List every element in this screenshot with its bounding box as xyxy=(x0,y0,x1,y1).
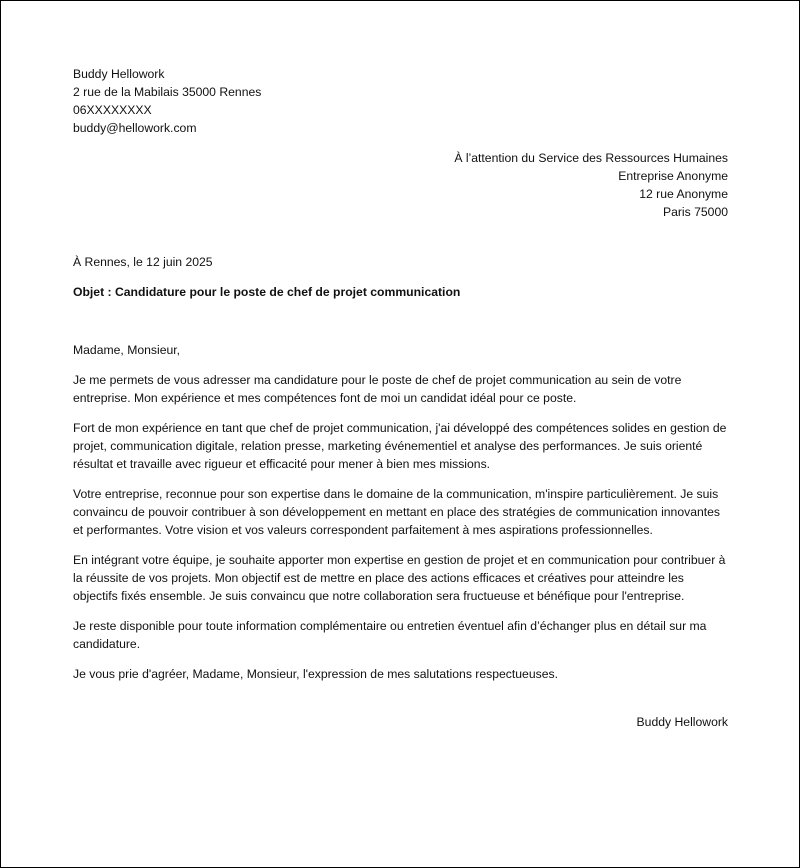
recipient-street: 12 rue Anonyme xyxy=(639,187,728,201)
letter-date: À Rennes, le 12 juin 2025 xyxy=(73,255,213,269)
cover-letter xyxy=(73,65,728,731)
paragraph-contribution: En intégrant votre équipe, je souhaite apporter mon expertise en gestion de projet et en communication pour contribuer à la réussite de vos projets. Mon objectif est de mettre en place des actions efficaces et créatives pour atteindre les objectifs fixés ensemble. Je suis convaincu que notre collaboration sera fructueuse et bénéfique pour l'entreprise. xyxy=(73,553,726,603)
recipient-city: Paris 75000 xyxy=(662,205,728,219)
paragraph-intro: Je me permets de vous adresser ma candidature pour le poste de chef de projet communication au sein de votre entreprise. Mon expérience et mes compétences font de moi un candidat idéal pour ce poste. xyxy=(73,373,682,405)
sender-block xyxy=(73,65,728,137)
paragraph-company: Votre entreprise, reconnue pour son expertise dans le domaine de la communication, m'inspire particulièrement. Je suis convaincu de pouvoir contribuer à son développement en mettant en place des stratégies de communication innovantes et performantes. Votre vision et vos valeurs correspondent parfaitement à mes aspirations professionnelles. xyxy=(73,487,721,537)
recipient-block xyxy=(73,149,728,221)
sender-address: 2 rue de la Mabilais 35000 Rennes xyxy=(73,85,262,99)
paragraph-experience: Fort de mon expérience en tant que chef de projet communication, j'ai développé des compétences solides en gestion de projet, communication digitale, relation presse, marketing événementiel et analyse des performances. Je suis orienté résultat et travaille avec rigueur et efficacité pour mener à bien mes missions. xyxy=(73,421,727,471)
sender-name: Buddy Hellowork xyxy=(73,67,165,81)
paragraph-closing: Je vous prie d'agréer, Madame, Monsieur, l'expression de mes salutations respectueuses. xyxy=(73,667,558,681)
sender-phone: 06XXXXXXXX xyxy=(73,103,152,117)
salutation: Madame, Monsieur, xyxy=(73,343,181,357)
sender-email: buddy@hellowork.com xyxy=(73,121,197,135)
letter-subject: Objet : Candidature pour le poste de chef de projet communication xyxy=(73,285,461,299)
recipient-attention: À l’attention du Service des Ressources Humaines xyxy=(454,151,728,165)
signature: Buddy Hellowork xyxy=(636,715,728,729)
recipient-company: Entreprise Anonyme xyxy=(618,169,728,183)
paragraph-availability: Je reste disponible pour toute information complémentaire ou entretien éventuel afin d’échanger plus en détail sur ma candidature. xyxy=(73,619,707,651)
